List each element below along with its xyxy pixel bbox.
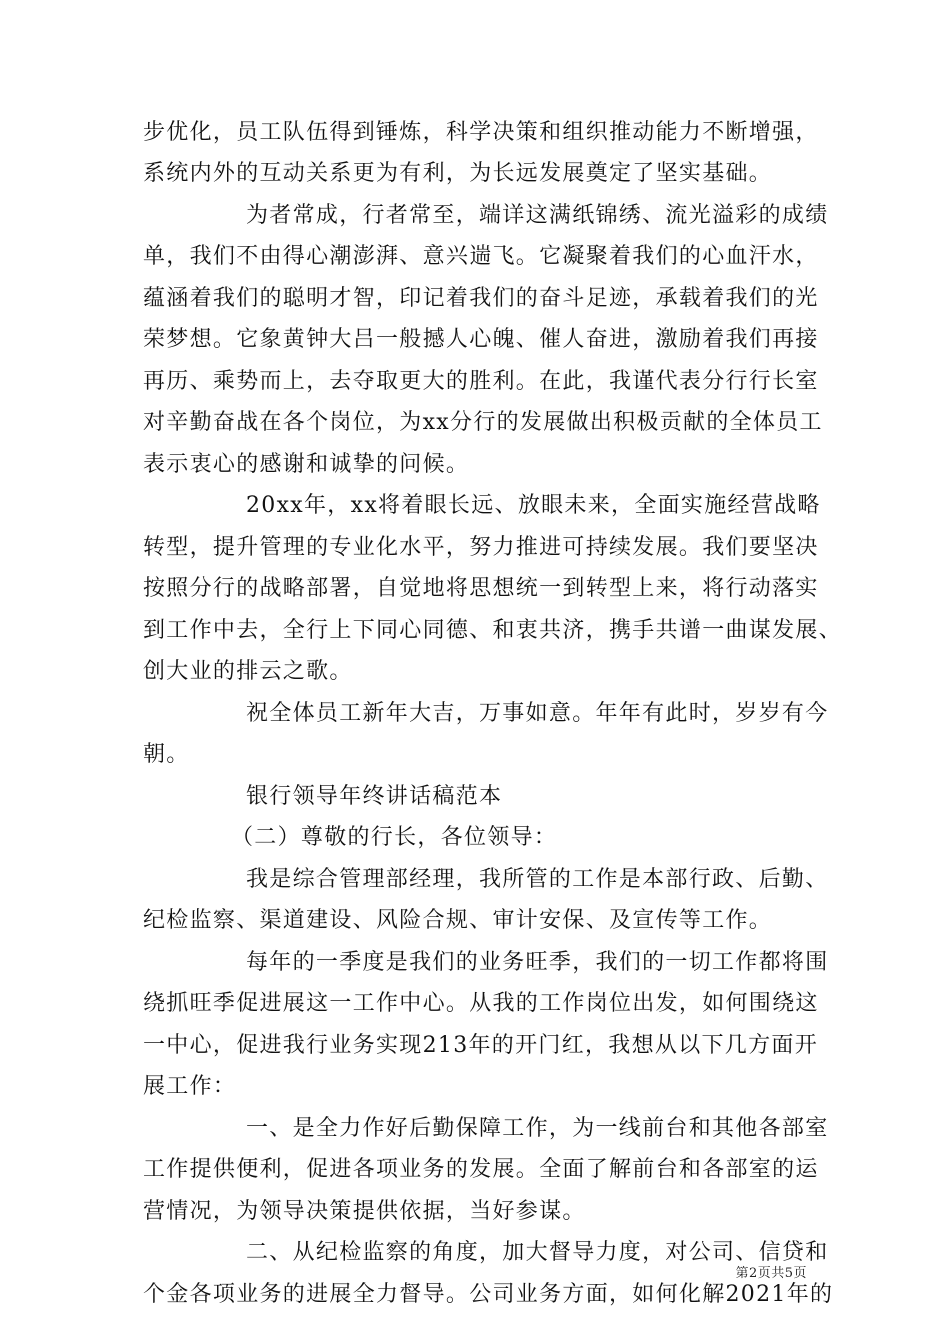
text-line: 对辛勤奋战在各个岗位，为xx分行的发展做出积极贡献的全体员工 [143, 410, 823, 435]
text-line: 到工作中去，全行上下同心同德、和衷共济，携手共谱一曲谋发展、 [143, 618, 843, 643]
section-title: 银行领导年终讲话稿范本 [246, 784, 503, 809]
text-line: 朝。 [143, 742, 190, 767]
paragraph-first-line: 每年的一季度是我们的业务旺季，我们的一切工作都将围 [246, 950, 829, 975]
text-line: 再历、乘势而上，去夺取更大的胜利。在此，我谨代表分行行长室 [143, 369, 819, 394]
text-line: 系统内外的互动关系更为有利，为长远发展奠定了坚实基础。 [143, 161, 773, 186]
text-line: 步优化，员工队伍得到锤炼，科学决策和组织推动能力不断增强， [143, 120, 819, 145]
text-line: 营情况，为领导决策提供依据，当好参谋。 [143, 1199, 586, 1224]
paragraph-first-line: 为者常成，行者常至，端详这满纸锦绣、流光溢彩的成绩 [246, 203, 829, 228]
text-line: 荣梦想。它象黄钟大吕一般撼人心魄、催人奋进，激励着我们再接 [143, 327, 819, 352]
text-line: 创大业的排云之歌。 [143, 659, 353, 684]
paragraph-first-line: 二、从纪检监察的角度，加大督导力度，对公司、信贷和 [246, 1240, 829, 1265]
text-line: 展工作： [143, 1074, 237, 1099]
text-line: 蕴涵着我们的聪明才智，印记着我们的奋斗足迹，承载着我们的光 [143, 286, 819, 311]
text-line: 单，我们不由得心潮澎湃、意兴遄飞。它凝聚着我们的心血汗水， [143, 244, 819, 269]
paragraph-first-line: 我是综合管理部经理，我所管的工作是本部行政、后勤、 [246, 867, 829, 892]
page-number: 第2页共5页 [735, 1266, 807, 1281]
paragraph-first-line: 一、是全力作好后勤保障工作，为一线前台和其他各部室 [246, 1116, 829, 1141]
text-line: 个金各项业务的进展全力督导。公司业务方面，如何化解2021年的 [143, 1282, 834, 1307]
text-line: 一中心，促进我行业务实现213年的开门红，我想从以下几方面开 [143, 1033, 818, 1058]
text-line: 绕抓旺季促进展这一工作中心。从我的工作岗位出发，如何围绕这 [143, 991, 819, 1016]
text-line: 转型，提升管理的专业化水平，努力推进可持续发展。我们要坚决 [143, 535, 819, 560]
text-line: 纪检监察、渠道建设、风险合规、审计安保、及宣传等工作。 [143, 908, 773, 933]
text-line: 表示衷心的感谢和诚挚的问候。 [143, 452, 470, 477]
salutation: （二）尊敬的行长，各位领导： [231, 825, 558, 850]
text-line: 工作提供便利，促进各项业务的发展。全面了解前台和各部室的运 [143, 1157, 819, 1182]
text-line: 按照分行的战略部署，自觉地将思想统一到转型上来，将行动落实 [143, 576, 819, 601]
paragraph-first-line: 祝全体员工新年大吉，万事如意。年年有此时，岁岁有今 [246, 701, 829, 726]
paragraph-first-line: 20xx年，xx将着眼长远、放眼未来，全面实施经营战略 [246, 493, 821, 518]
